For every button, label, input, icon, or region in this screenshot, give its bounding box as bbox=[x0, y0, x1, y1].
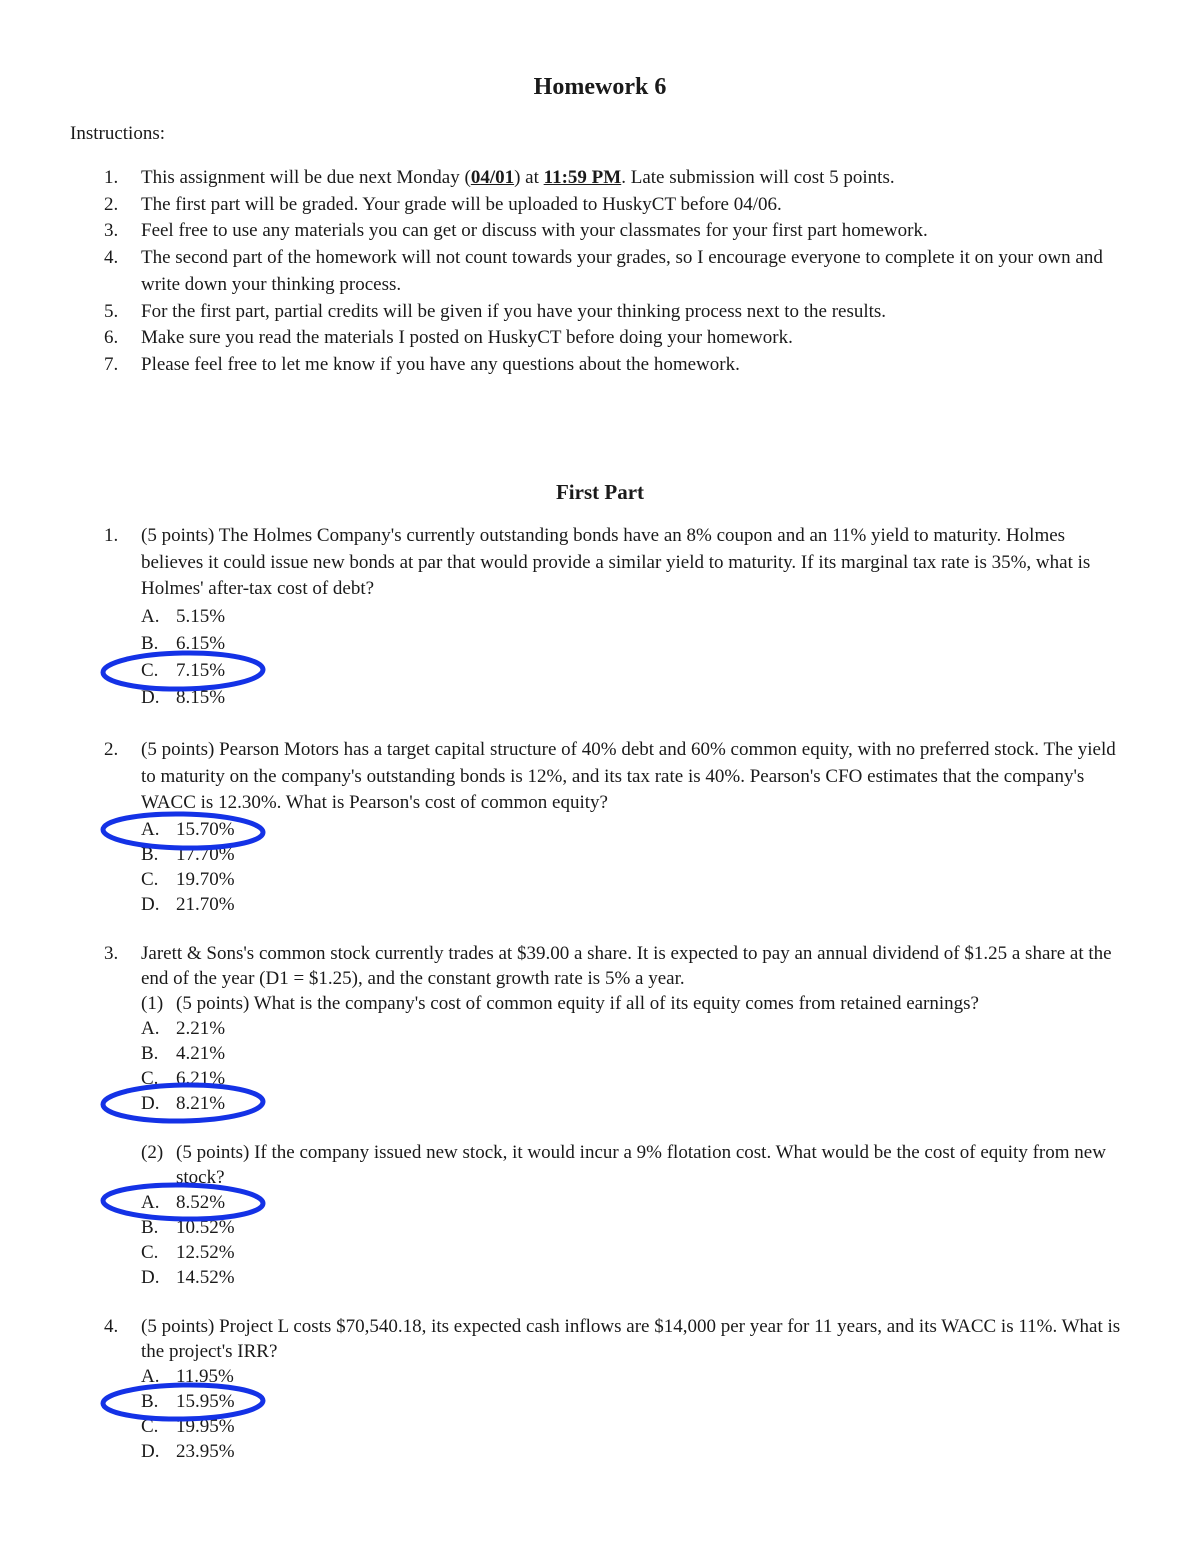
question-number: 4. bbox=[104, 1316, 119, 1337]
question-prompt: Jarett & Sons's common stock currently trades at $39.00 a share. It is expected to pay an annual dividend of $1.25 a share at the end of the year (D1 = $1.25), and the constant growth rate is 5% a year. bbox=[141, 943, 1112, 989]
instruction-item bbox=[0, 192, 1200, 219]
option-letter: D. bbox=[141, 1267, 160, 1288]
option-letter: C. bbox=[141, 868, 159, 890]
instruction-text: The second part of the homework will not count towards your grades, so I encourage everyone to complete it on your own and write down your thinking process. bbox=[141, 247, 1103, 295]
answer-option-c bbox=[0, 1240, 1200, 1265]
option-letter: A. bbox=[141, 818, 160, 840]
instruction-text: Make sure you read the materials I posted on HuskyCT before doing your homework. bbox=[141, 327, 793, 349]
option-letter: B. bbox=[141, 1217, 159, 1238]
instruction-text: ) at bbox=[514, 167, 544, 188]
instruction-item bbox=[0, 352, 1200, 379]
option-letter: D. bbox=[141, 1441, 160, 1462]
option-value: 15.95% bbox=[176, 1391, 235, 1412]
option-letter: C. bbox=[141, 1242, 159, 1263]
instruction-item bbox=[0, 325, 1200, 352]
answer-option-c bbox=[0, 867, 1200, 892]
instruction-text: . Late submission will cost 5 points. bbox=[621, 167, 895, 188]
option-value: 17.70% bbox=[176, 843, 235, 865]
instruction-item bbox=[0, 299, 1200, 326]
option-value: 7.15% bbox=[176, 659, 226, 681]
answer-option-a bbox=[0, 1016, 1200, 1041]
instruction-text: Feel free to use any materials you can get or discuss with your classmates for your first part homework. bbox=[141, 220, 928, 242]
sub-question-prompt: (5 points) What is the company's cost of common equity if all of its equity comes from retained earnings? bbox=[176, 993, 979, 1014]
option-value: 12.52% bbox=[176, 1242, 235, 1263]
option-letter: B. bbox=[141, 632, 159, 654]
instruction-item bbox=[0, 218, 1200, 245]
option-letter: B. bbox=[141, 843, 159, 865]
question-prompt: (5 points) The Holmes Company's currently outstanding bonds have an 8% coupon and an 11% yield to maturity. Holmes believes it could issue new bonds at par that would provide a similar yield to maturity. If its marginal tax rate is 35%, what is Holmes' after-tax cost of debt? bbox=[141, 525, 1091, 599]
option-value: 14.52% bbox=[176, 1267, 235, 1288]
instructions-list bbox=[0, 165, 1200, 379]
option-letter: C. bbox=[141, 1068, 159, 1089]
page-title: Homework 6 bbox=[533, 74, 667, 100]
answer-option-b bbox=[0, 1041, 1200, 1066]
instruction-text: For the first part, partial credits will be given if you have your thinking process next to the results. bbox=[141, 300, 887, 322]
option-letter: B. bbox=[141, 1391, 159, 1412]
sub-question-prompt: (5 points) If the company issued new stock, it would incur a 9% flotation cost. What would be the cost of equity from new stock? bbox=[176, 1142, 1106, 1188]
question-text bbox=[0, 941, 1200, 991]
option-letter: B. bbox=[141, 1043, 159, 1064]
question-text bbox=[0, 737, 1200, 817]
option-letter: A. bbox=[141, 1366, 160, 1387]
answer-circle-icon bbox=[98, 646, 273, 696]
instruction-text: Please feel free to let me know if you have any questions about the homework. bbox=[141, 353, 740, 375]
option-letter: D. bbox=[141, 893, 160, 915]
option-value: 5.15% bbox=[176, 605, 226, 627]
answer-circle-icon bbox=[98, 807, 273, 857]
question-text bbox=[0, 523, 1200, 603]
answer-circle-icon bbox=[98, 1377, 273, 1427]
instruction-item bbox=[0, 165, 1200, 192]
instruction-text: The first part will be graded. Your grade will be uploaded to HuskyCT before 04/06. bbox=[141, 193, 782, 215]
option-value: 23.95% bbox=[176, 1441, 235, 1462]
question-number: 3. bbox=[104, 943, 119, 964]
section-heading: First Part bbox=[555, 480, 645, 504]
answer-option-d bbox=[0, 892, 1200, 917]
item-number: 1. bbox=[104, 167, 119, 188]
due-time: 11:59 PM bbox=[543, 167, 622, 188]
answer-option-d bbox=[0, 1265, 1200, 1290]
option-letter: A. bbox=[141, 605, 160, 627]
instructions-label: Instructions: bbox=[70, 123, 165, 144]
option-letter: D. bbox=[141, 1093, 160, 1114]
option-letter: C. bbox=[141, 1416, 159, 1437]
item-number: 2. bbox=[104, 193, 119, 215]
option-letter: A. bbox=[141, 1192, 160, 1213]
instruction-text: This assignment will be due next Monday ( bbox=[141, 167, 471, 188]
answer-option-a bbox=[0, 603, 1200, 630]
option-value: 6.21% bbox=[176, 1068, 226, 1089]
item-number: 5. bbox=[104, 300, 119, 322]
option-value: 15.70% bbox=[176, 818, 235, 840]
sub-question-number: (1) bbox=[141, 993, 164, 1014]
answer-option-d bbox=[0, 1439, 1200, 1464]
answer-circle-icon bbox=[98, 1078, 273, 1128]
option-value: 8.15% bbox=[176, 686, 226, 708]
question-prompt: (5 points) Pearson Motors has a target capital structure of 40% debt and 60% common equity, with no preferred stock. The yield to maturity on the company's outstanding bonds is 12%, and its tax rate is 40%. Pearson's CFO estimates that the company's WACC is 12.30%. What is Pearson's cost of common equity? bbox=[141, 739, 1116, 813]
question-text bbox=[0, 1314, 1200, 1364]
sub-question-1 bbox=[0, 991, 1200, 1016]
option-value: 8.52% bbox=[176, 1192, 226, 1213]
option-value: 2.21% bbox=[176, 1018, 226, 1039]
item-number: 6. bbox=[104, 327, 119, 349]
option-value: 4.21% bbox=[176, 1043, 226, 1064]
option-letter: C. bbox=[141, 659, 159, 681]
question-prompt: (5 points) Project L costs $70,540.18, its expected cash inflows are $14,000 per year for 11 years, and its WACC is 11%. What is the project's IRR? bbox=[141, 1316, 1121, 1362]
option-letter: D. bbox=[141, 686, 160, 708]
option-value: 19.70% bbox=[176, 868, 235, 890]
due-date: 04/01 bbox=[470, 167, 515, 188]
option-value: 6.15% bbox=[176, 632, 226, 654]
option-value: 21.70% bbox=[176, 893, 235, 915]
option-letter: A. bbox=[141, 1018, 160, 1039]
question-number: 2. bbox=[104, 739, 119, 760]
option-value: 19.95% bbox=[176, 1416, 235, 1437]
option-value: 8.21% bbox=[176, 1093, 226, 1114]
option-value: 11.95% bbox=[176, 1366, 234, 1387]
question-number: 1. bbox=[104, 525, 119, 546]
instruction-item bbox=[0, 245, 1200, 298]
item-number: 3. bbox=[104, 220, 119, 242]
item-number: 7. bbox=[104, 353, 119, 375]
answer-circle-icon bbox=[98, 1177, 273, 1227]
sub-question-number: (2) bbox=[141, 1142, 164, 1163]
item-number: 4. bbox=[104, 247, 119, 269]
option-value: 10.52% bbox=[176, 1217, 235, 1238]
